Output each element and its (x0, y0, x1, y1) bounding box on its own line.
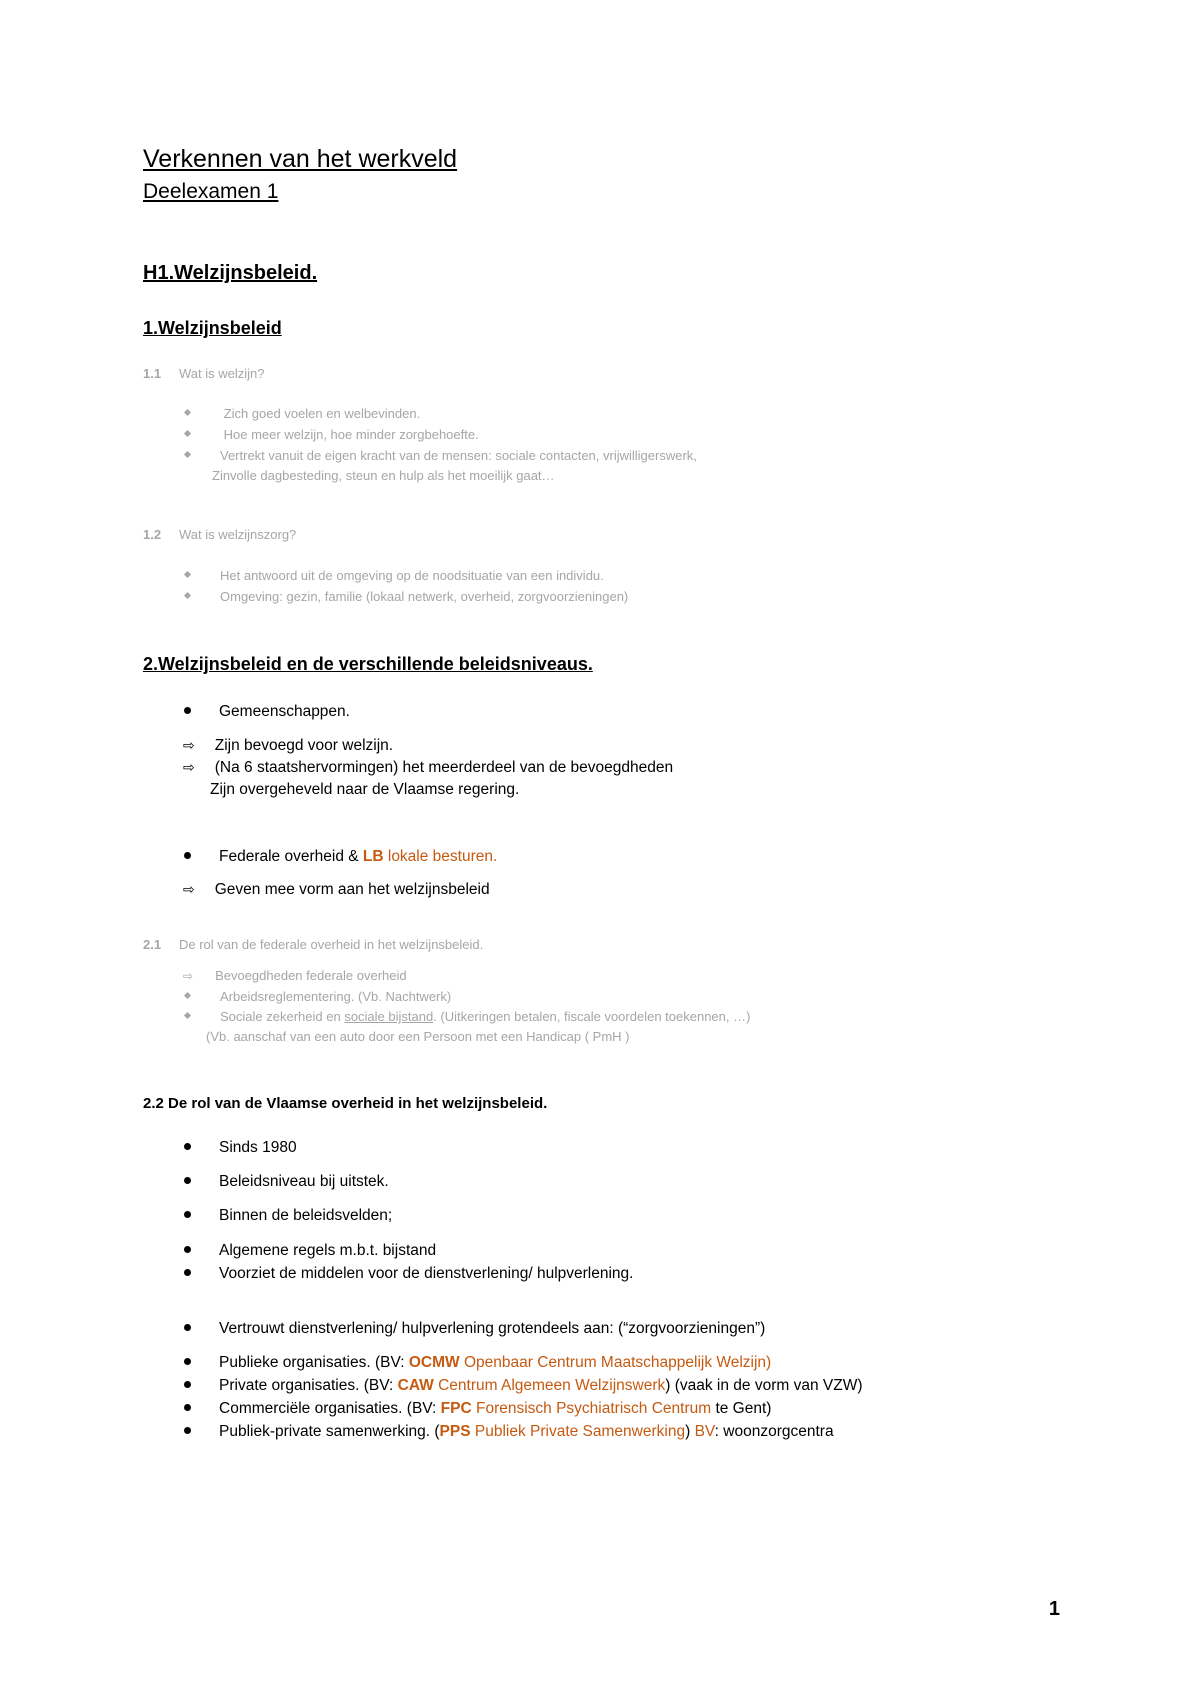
page-number: 1 (1048, 1598, 1060, 1620)
bullet-icon (184, 992, 191, 999)
bullet-icon (184, 852, 191, 859)
bullet-icon (184, 1358, 191, 1365)
subsection-number: 2.1 (143, 937, 162, 952)
list-item: ⇨ Zijn bevoegd voor welzijn. (183, 737, 394, 754)
subsection-1-2 (143, 527, 296, 542)
bullet-icon (184, 451, 191, 458)
bullet-icon (184, 1404, 191, 1411)
list-item: Omgeving: gezin, familie (lokaal netwerk, overheid, zorgvoorzieningen) (143, 589, 628, 604)
bullet-icon (184, 1246, 191, 1253)
arrow-right-icon: ⇨ (183, 881, 195, 897)
list-item-org-private: Private organisaties. (BV: CAW Centrum Algemeen Welzijnswerk) (vaak in de vorm van VZW) (143, 1377, 863, 1395)
bullet-icon (184, 1269, 191, 1276)
bullet-icon (184, 1324, 191, 1331)
list-item: Vertrouwt dienstverlening/ hulpverlening grotendeels aan: (“zorgvoorzieningen”) (143, 1320, 765, 1338)
subsection-label: De rol van de federale overheid in het welzijnsbeleid. (179, 937, 484, 952)
subsection-label: Wat is welzijn? (179, 366, 265, 381)
bullet-icon (184, 1012, 191, 1019)
chapter-heading: H1.Welzijnsbeleid. (143, 262, 318, 284)
list-item: Zich goed voelen en welbevinden. (143, 406, 420, 421)
bullet-icon (184, 1143, 191, 1150)
bullet-icon (184, 409, 191, 416)
list-item: ⇨ (Na 6 staatshervormingen) het meerderdeel van de bevoegdheden (183, 759, 674, 776)
bullet-icon (184, 1427, 191, 1434)
list-item: Vertrekt vanuit de eigen kracht van de mensen: sociale contacten, vrijwilligerswerk, (143, 448, 697, 463)
list-item-org-public: Publieke organisaties. (BV: OCMW Openbaar Centrum Maatschappelijk Welzijn) (143, 1354, 771, 1372)
list-item-org-commercial: Commerciële organisaties. (BV: FPC Forensisch Psychiatrisch Centrum te Gent) (143, 1400, 771, 1418)
list-item-continuation: (Vb. aanschaf van een auto door een Persoon met een Handicap ( PmH ) (206, 1029, 630, 1044)
list-item: ⇨ Bevoegdheden federale overheid (183, 968, 407, 983)
section-1-heading: 1.Welzijnsbeleid (143, 318, 282, 338)
subsection-2-1 (143, 937, 483, 952)
subsection-2-2-heading: 2.2 De rol van de Vlaamse overheid in het welzijnsbeleid. (143, 1095, 548, 1112)
list-item: Arbeidsreglementering. (Vb. Nachtwerk) (143, 989, 451, 1004)
list-item-org-pps: Publiek-private samenwerking. (PPS Publiek Private Samenwerking) BV: woonzorgcentra (143, 1423, 834, 1441)
list-item: Voorziet de middelen voor de dienstverlening/ hulpverlening. (143, 1265, 633, 1283)
arrow-right-icon: ⇨ (183, 969, 194, 983)
bullet-icon (184, 430, 191, 437)
list-item: ⇨ Geven mee vorm aan het welzijnsbeleid (183, 881, 490, 898)
list-item: Het antwoord uit de omgeving op de noodsituatie van een individu. (143, 568, 604, 583)
bullet-icon (184, 1177, 191, 1184)
list-item: Sociale zekerheid en sociale bijstand. (Uitkeringen betalen, fiscale voordelen toekennen, …) (143, 1009, 750, 1024)
list-item: Hoe meer welzijn, hoe minder zorgbehoefte. (143, 427, 479, 442)
document-subtitle: Deelexamen 1 (143, 180, 279, 203)
bullet-icon (184, 1211, 191, 1218)
bullet-icon (184, 571, 191, 578)
section-2-heading: 2.Welzijnsbeleid en de verschillende beleidsniveaus. (143, 654, 593, 674)
list-item: Beleidsniveau bij uitstek. (143, 1173, 389, 1191)
list-item: Federale overheid & LB lokale besturen. (143, 848, 497, 866)
list-item: Gemeenschappen. (143, 703, 350, 721)
document-title: Verkennen van het werkveld (143, 145, 458, 173)
subsection-number: 1.1 (143, 366, 162, 381)
bullet-icon (184, 592, 191, 599)
bullet-icon (184, 1381, 191, 1388)
list-item: Sinds 1980 (143, 1139, 297, 1157)
list-item: Binnen de beleidsvelden; (143, 1207, 392, 1225)
bullet-icon (184, 707, 191, 714)
list-item: Algemene regels m.b.t. bijstand (143, 1242, 436, 1260)
subsection-1-1 (143, 366, 264, 381)
list-item-continuation: Zijn overgeheveld naar de Vlaamse regering. (210, 781, 520, 798)
subsection-label: Wat is welzijnszorg? (179, 527, 297, 542)
subsection-number: 1.2 (143, 527, 162, 542)
arrow-right-icon: ⇨ (183, 737, 195, 753)
arrow-right-icon: ⇨ (183, 759, 195, 775)
list-item-continuation: Zinvolle dagbesteding, steun en hulp als het moeilijk gaat… (212, 468, 555, 483)
